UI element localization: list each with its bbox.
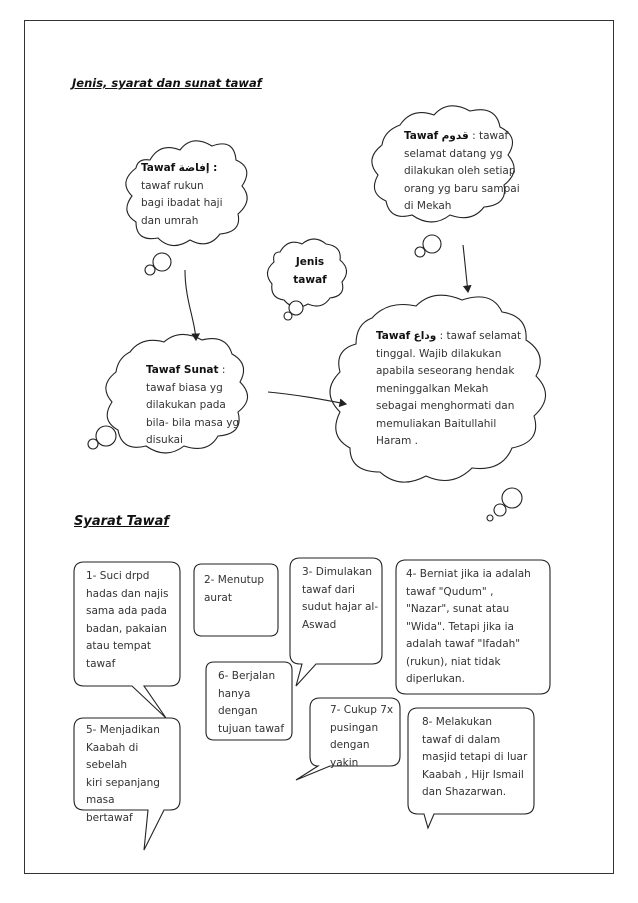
syarat-line: hanya dengan	[218, 687, 258, 717]
ifadah-suffix: :	[209, 162, 218, 174]
syarat-line: (rukun), niat tidak	[406, 655, 501, 668]
wada-line: apabila seseorang hendak	[376, 365, 515, 377]
sunat-line: dilakukan pada	[146, 399, 226, 411]
syarat-line: 6- Berjalan	[218, 670, 276, 682]
syarat-item-7	[330, 702, 400, 772]
syarat-line: tawaf	[86, 657, 116, 670]
wada-line: tinggal. Wajib dilakukan	[376, 347, 502, 360]
syarat-line: tujuan tawaf	[218, 722, 285, 735]
syarat-heading: Syarat Tawaf	[74, 514, 170, 529]
sunat-line: bila- bila masa yg	[146, 416, 240, 429]
sunat-label: Tawaf Sunat	[146, 364, 219, 376]
ifadah-line: dan umrah	[141, 214, 199, 227]
qudum-suffix: : tawaf	[468, 130, 509, 142]
syarat-line: sudut hajar al-	[302, 601, 379, 613]
syarat-line: 8- Melakukan	[422, 716, 493, 728]
ifadah-line: tawaf rukun	[141, 179, 204, 192]
wada-line: memuliakan Baitullahil	[376, 417, 497, 430]
syarat-line: diperlukan.	[406, 673, 465, 685]
wada-line: meninggalkan Mekah	[376, 382, 489, 395]
tawaf-sunat-text	[146, 362, 258, 450]
syarat-item-8	[422, 714, 534, 802]
syarat-line: Aswad	[302, 618, 337, 631]
wada-suffix: : tawaf selamat	[436, 330, 522, 342]
syarat-line: 3- Dimulakan	[302, 566, 373, 578]
syarat-line: tawaf di dalam	[422, 733, 501, 746]
syarat-line: 2- Menutup	[204, 574, 265, 586]
syarat-line: "Nazar", sunat atau	[406, 603, 510, 615]
syarat-line: 4- Berniat jika ia adalah	[406, 568, 531, 580]
tawaf-qudum-text	[404, 128, 524, 216]
syarat-line: Kaabah di sebelah	[86, 741, 139, 771]
syarat-item-3	[302, 564, 382, 634]
ifadah-arabic: إفاضة	[178, 162, 210, 174]
syarat-line: pusingan	[330, 721, 379, 734]
syarat-item-2	[204, 572, 278, 607]
wada-line: sebagai menghormati dan	[376, 400, 515, 412]
arrow-qudum-wada	[463, 245, 468, 292]
wada-line: Haram .	[376, 435, 418, 447]
syarat-item-5	[86, 722, 182, 827]
syarat-item-6	[218, 668, 292, 738]
ifadah-label: Tawaf	[141, 162, 176, 174]
arrow-ifadah-sunat	[185, 270, 196, 340]
syarat-line: hadas dan najis	[86, 587, 169, 600]
syarat-line: tawaf "Qudum" ,	[406, 585, 494, 598]
syarat-line: adalah tawaf "Ifadah"	[406, 638, 521, 650]
jenis-tawaf-title	[285, 254, 335, 289]
wada-label: Tawaf	[376, 330, 411, 342]
qudum-arabic: قدوم	[441, 130, 469, 142]
sunat-line: tawaf biasa yg	[146, 381, 223, 394]
page-heading: Jenis, syarat dan sunat tawaf	[72, 76, 262, 90]
qudum-line: di Mekah	[404, 200, 452, 212]
tawaf-wada-text	[376, 328, 526, 451]
syarat-item-1	[86, 568, 178, 673]
wada-arabic: وداع	[413, 330, 437, 342]
sunat-line: disukai	[146, 434, 183, 446]
jenis-line1: Jenis	[295, 256, 325, 268]
syarat-line: kiri sepanjang masa	[86, 776, 160, 806]
qudum-line: orang yg baru sampai	[404, 182, 520, 195]
jenis-line2: tawaf	[293, 273, 327, 286]
syarat-line: dengan yakin	[330, 739, 370, 769]
syarat-line: dan Shazarwan.	[422, 786, 507, 798]
qudum-line: dilakukan oleh setiap	[404, 165, 516, 177]
sunat-suffix: :	[218, 364, 226, 376]
syarat-line: masjid tetapi di luar	[422, 751, 528, 763]
syarat-line: 5- Menjadikan	[86, 724, 160, 736]
syarat-line: "Wida". Tetapi jika ia	[406, 620, 514, 633]
tawaf-ifadah-text	[141, 160, 241, 230]
ifadah-line: bagi ibadat haji	[141, 197, 223, 209]
syarat-item-4	[406, 566, 548, 689]
syarat-line: 1- Suci drpd	[86, 570, 150, 582]
syarat-line: tawaf dari	[302, 583, 355, 596]
syarat-line: sama ada pada	[86, 605, 167, 617]
syarat-line: bertawaf	[86, 811, 133, 824]
syarat-line: badan, pakaian	[86, 622, 167, 635]
qudum-label: Tawaf	[404, 130, 439, 142]
syarat-line: atau tempat	[86, 640, 151, 652]
qudum-line: selamat datang yg	[404, 147, 503, 160]
syarat-line: Kaabah , Hijr Ismail	[422, 768, 524, 781]
syarat-line: 7- Cukup 7x	[330, 704, 394, 716]
syarat-line: aurat	[204, 591, 232, 604]
